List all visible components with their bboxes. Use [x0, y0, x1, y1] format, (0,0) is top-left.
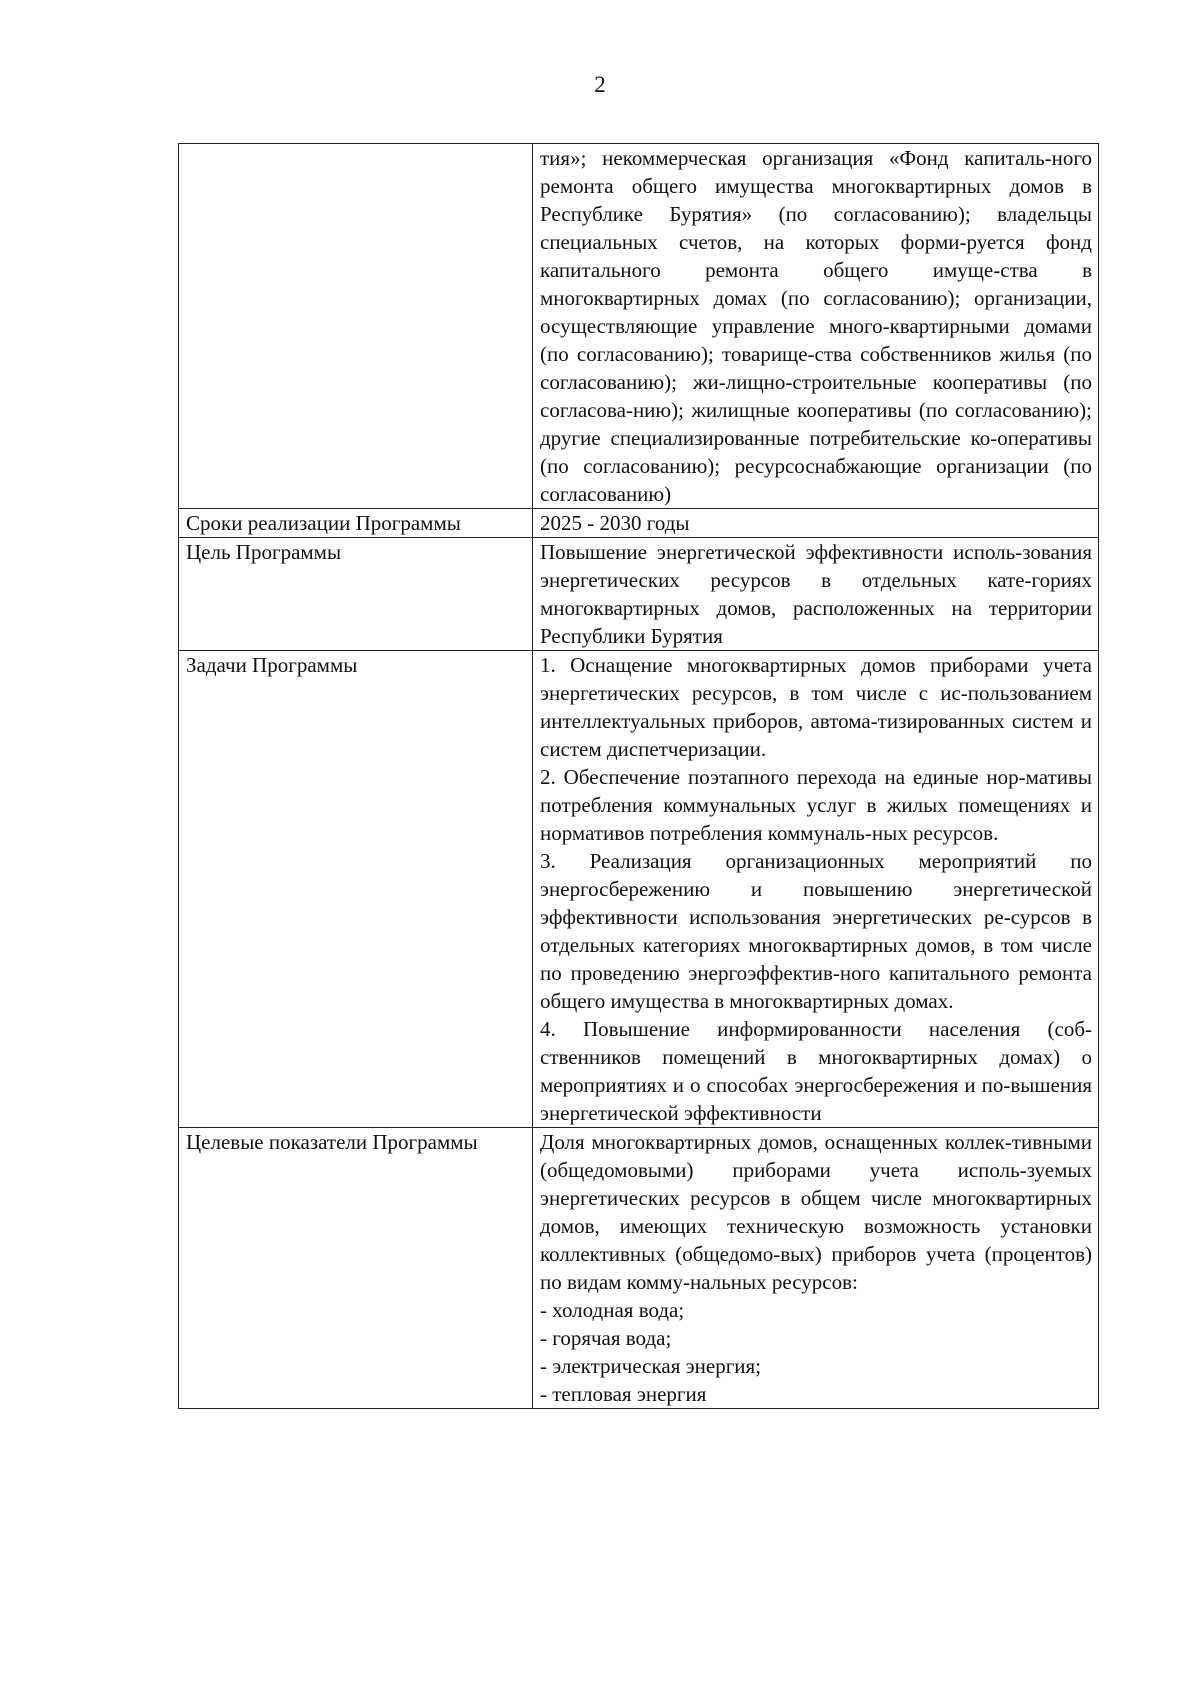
- table-row-tasks: [179, 651, 1099, 1128]
- row-label-tasks: Задачи Программы: [179, 651, 533, 1128]
- timeline-text: 2025 - 2030 годы: [540, 511, 690, 535]
- participants-text: тия»; некоммерческая организация «Фонд капиталь-ного ремонта общего имущества многоквартирных домов в Республике Бурятия» (по согласованию); владельцы специальных счетов, на которых форми-руется фонд капитального ремонта общего имуще-ства в многоквартирных домах (по согласованию); организации, осуществляющие управление много-квартирными домами (по согласованию); товарище-ства собственников жилья (по согласованию); жи-лищно-строительные кооперативы (по согласова-нию); жилищные кооперативы (по согласованию); другие специализированные потребительские ко-оперативы (по согласованию); ресурсоснабжающие организации (по согласованию): [540, 146, 1092, 506]
- page-number: 2: [594, 72, 606, 97]
- table-row-goal: [179, 538, 1099, 651]
- table-row-participants: [179, 144, 1099, 509]
- task-item-4: 4. Повышение информированности населения (соб-ственников помещений в многоквартирных домах) о мероприятиях и о способах энергосбережения и по-вышения энергетической эффективности: [540, 1017, 1092, 1125]
- task-item-3: 3. Реализация организационных мероприятий по энергосбережению и повышению энергетической эффективности использования энергетических ре-сурсов в отдельных категориях многоквартирных домов, в том числе по проведению энергоэффектив-ного капитального ремонта общего имущества в многоквартирных домах.: [540, 849, 1092, 1013]
- row-value-goal: [533, 538, 1099, 651]
- row-value-timeline: [533, 509, 1099, 538]
- row-label-timeline: Сроки реализации Программы: [179, 509, 533, 538]
- indicators-intro: Доля многоквартирных домов, оснащенных коллек-тивными (общедомовыми) приборами учета исполь-зуемых энергетических ресурсов в общем числе многоквартирных домов, имеющих техническую возможность установки коллективных (общедомо-вых) приборов учета (процентов) по видам комму-нальных ресурсов:: [540, 1130, 1092, 1294]
- indicator-cold-water: - холодная вода;: [540, 1298, 685, 1322]
- goal-text: Повышение энергетической эффективности исполь-зования энергетических ресурсов в отдельных кате-гориях многоквартирных домов, расположенных на территории Республики Бурятия: [540, 540, 1092, 648]
- indicator-electric-energy: - электрическая энергия;: [540, 1354, 762, 1378]
- row-label-participants: [179, 144, 533, 509]
- row-value-indicators: [533, 1128, 1099, 1409]
- indicator-hot-water: - горячая вода;: [540, 1326, 672, 1350]
- table-row-indicators: [179, 1128, 1099, 1409]
- table-row-timeline: [179, 509, 1099, 538]
- row-value-tasks: [533, 651, 1099, 1128]
- task-item-2: 2. Обеспечение поэтапного перехода на единые нор-мативы потребления коммунальных услуг в жилых помещениях и нормативов потребления коммуналь-ных ресурсов.: [540, 765, 1092, 845]
- task-item-1: 1. Оснащение многоквартирных домов приборами учета энергетических ресурсов, в том числе с ис-пользованием интеллектуальных приборов, автома-тизированных систем и систем диспетчеризации.: [540, 653, 1092, 761]
- row-value-participants: [533, 144, 1099, 509]
- row-label-goal: Цель Программы: [179, 538, 533, 651]
- indicator-thermal-energy: - тепловая энергия: [540, 1382, 707, 1406]
- program-passport-table: [178, 143, 1099, 1409]
- row-label-indicators: Целевые показатели Программы: [179, 1128, 533, 1409]
